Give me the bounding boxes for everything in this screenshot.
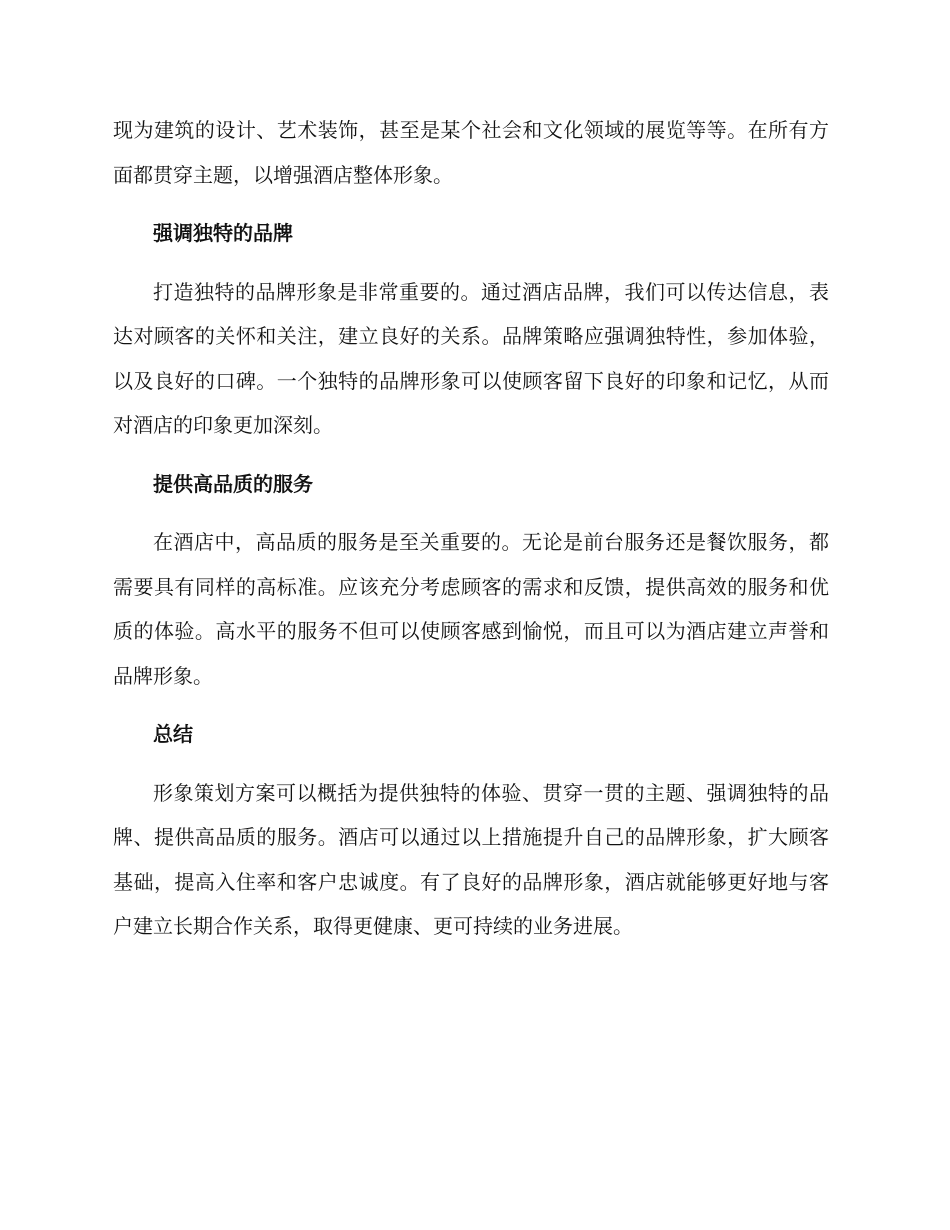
section-body-summary: 形象策划方案可以概括为提供独特的体验、贯穿一贯的主题、强调独特的品牌、提供高品质的服务。酒店可以通过以上措施提升自己的品牌形象，扩大顾客基础，提高入住率和客户忠诚度。有了良好的品牌形象，酒店就能够更好地与客户建立长期合作关系，取得更健康、更可持续的业务进展。 [113,780,829,938]
spacer [113,197,829,211]
spacer [113,256,829,270]
section-body-brand: 打造独特的品牌形象是非常重要的。通过酒店品牌，我们可以传达信息，表达对顾客的关怀和关注，建立良好的关系。品牌策略应强调独特性，参加体验，以及良好的口碑。一个独特的品牌形象可以使顾客留下良好的印象和记忆，从而对酒店的印象更加深刻。 [113,279,829,437]
section-body-service: 在酒店中，高品质的服务是至关重要的。无论是前台服务还是餐饮服务，都需要具有同样的高标准。应该充分考虑顾客的需求和反馈，提供高效的服务和优质的体验。高水平的服务不但可以使顾客感到愉悦，而且可以为酒店建立声誉和品牌形象。 [113,530,829,688]
spacer [113,757,829,771]
document-page [113,108,829,949]
spacer [113,448,829,462]
section-heading-brand: 强调独特的品牌 [153,221,293,245]
spacer [113,698,829,712]
spacer [113,506,829,520]
section-heading-summary: 总结 [153,722,193,746]
intro-continuation-paragraph: 现为建筑的设计、艺术装饰，甚至是某个社会和文化领域的展览等等。在所有方面都贯穿主题，以增强酒店整体形象。 [113,118,829,187]
section-heading-service: 提供高品质的服务 [153,471,313,496]
